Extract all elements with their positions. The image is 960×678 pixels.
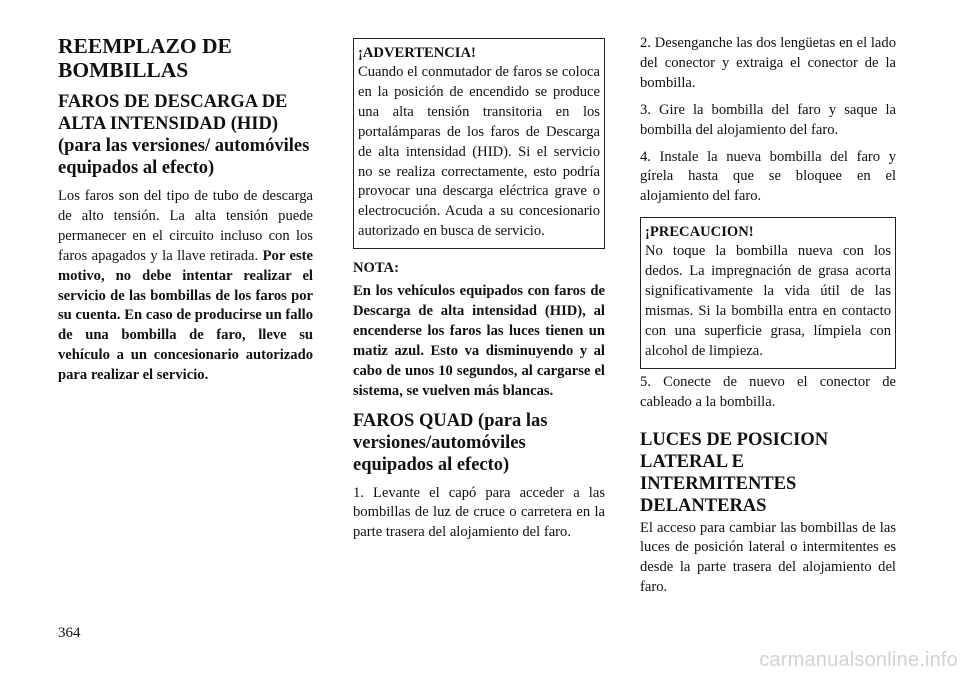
page-number: 364 [58,625,81,641]
caution-title: ¡PRECAUCION! [645,224,754,241]
step-3: 3. Gire la bombilla del faro y saque la bombilla del alojamiento del faro. [640,101,896,138]
hid-paragraph-text: Los faros son del tipo de tubo de descarga de alto tensión. La alta tensión puede permanecer en el circuito incluso con los faros apagados y la llave retirada. [58,188,313,264]
step-5: 5. Conecte de nuevo el conector de cableado a la bombilla. [640,373,896,410]
subsection-title-hid-headlamps: FAROS DE DESCARGA DE ALTA INTENSIDAD (HID) (para las versiones/ automóviles equipados al efecto) [58,92,310,178]
warning-box [353,38,605,249]
section-title-bulb-replacement: REEMPLAZO DE BOMBILLAS [58,34,232,82]
watermark: carmanualsonline.info [759,649,958,671]
subsection-title-side-marker-lamps: LUCES DE POSICION LATERAL E INTERMITENTES DELANTERAS [640,429,829,516]
subsection-title-quad-headlamps: FAROS QUAD (para las versiones/automóviles equipados al efecto) [353,410,548,475]
step-1: 1. Levante el capó para acceder a las bombillas de luz de cruce o carretera en la parte trasera del alojamiento del faro. [353,484,605,541]
warning-title: ¡ADVERTENCIA! [358,45,476,61]
hid-paragraph [58,187,313,386]
column-right [640,34,896,605]
note-text: En los vehículos equipados con faros de Descarga de alta intensidad (HID), al encenderse los faros las luces tienen un matiz azul. Esto va disminuyendo y al cabo de unos 10 segundos, al cargarse el sistema, se vuelven más blancas. [353,283,605,399]
caution-box [640,217,896,368]
note-label: NOTA: [353,260,399,277]
column-middle [353,34,605,550]
step-4: 4. Instale la nueva bombilla del faro y gírela hasta que se bloquee en el alojamiento del faro. [640,148,896,205]
hid-paragraph-bold-text: Por este motivo, no debe intentar realizar el servicio de las bombillas de los faros por su cuenta. En caso de producirse un fallo de una bombilla de faro, lleve su vehículo a un concesionario autorizado para realizar el servicio. [58,247,313,384]
side-marker-paragraph: El acceso para cambiar las bombillas de las luces de posición lateral o intermitentes es desde la parte trasera del alojamiento del faro. [640,519,896,596]
warning-text: Cuando el conmutador de faros se coloca en la posición de encendido se produce una alta tensión transitoria en los portalámparas de los faros de Descarga de alta intensidad (HID). Si el servicio no se realiza correctamente, esto podría provocar una descarga eléctrica grave o electrocución. Acuda a su concesionario autorizado en busca de servicio. [358,64,600,240]
column-left [58,34,313,393]
caution-text: No toque la bombilla nueva con los dedos. La impregnación de grasa acorta significativamente la vida útil de las mismas. Si la bombilla entra en contacto con una superficie grasa, límpiela con alcohol de limpieza. [645,243,891,359]
step-2: 2. Desenganche las dos lengüetas en el lado del conector y extraiga el conector de la bombilla. [640,35,896,91]
